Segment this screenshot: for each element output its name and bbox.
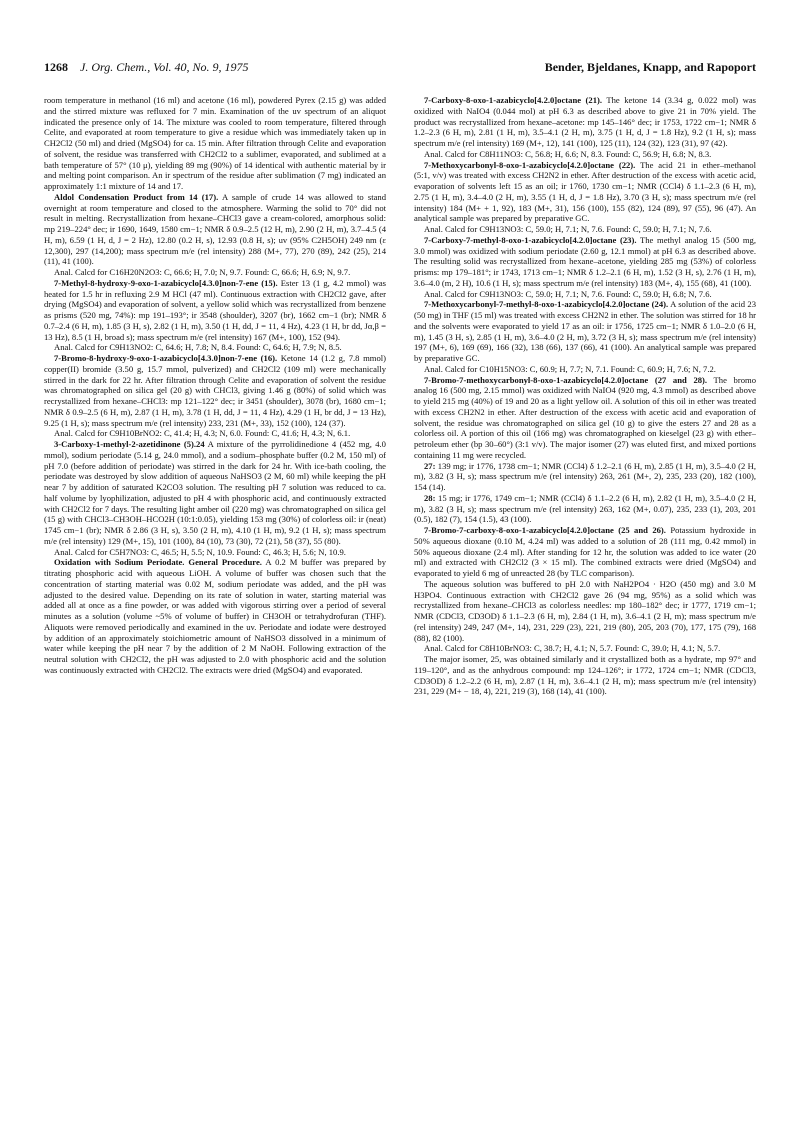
paragraph-heading: 7-Carboxy-7-methyl-8-oxo-1-azabicyclo[4.2.0]octane (23). (424, 234, 637, 245)
paragraph-heading: 7-Methoxycarbonyl-7-methyl-8-oxo-1-azabicyclo[4.2.0]octane (24). (424, 299, 669, 310)
paragraph-heading: Aldol Condensation Product from 14 (17). (54, 191, 219, 202)
paragraph-text: The ketone 14 (3.34 g, 0.022 mol) was oxidized with NaIO4 (0.044 mol) at pH 6.3 as described above to give 21 in 70% yield. The product was recrystallized from hexane–acetone: mp 145–146° dec; ir 1753, 1722 cm−1; NMR δ 1.2–2.3 (6 H, m), 2.81 (1 H, m), 3.5–4.1 (2 H, m), 3.75 (1 H, d, J = 1.8 Hz), 9.2 (1 H, s); mass spectrum m/e (rel intensity) 169 (M+, 12), 141 (100), 125 (11), 124 (32), 123 (31), 97 (42). (414, 95, 756, 148)
right-column (414, 95, 756, 1100)
paragraph-text: 139 mg; ir 1776, 1738 cm−1; NMR (CCl4) δ 1.2–2.1 (6 H, m), 2.85 (1 H, m), 3.5–4.0 (2 H, m), 3.82 (3 H, s); mass spectrum m/e (rel intensity) 263, 261 (M+, 2), 235, 233 (20), 182 (100), 154 (14). (414, 460, 756, 492)
paragraph (414, 299, 756, 364)
paragraph (44, 557, 386, 675)
paragraph-text: A sample of crude 14 was allowed to stand overnight at room temperature and closed to the atmosphere. Warming the solid to 70° did not result in melting. Recrystallization from hexane–CHCl3 gave a cream-colored, amorphous solid: mp 219–224° dec; ir 1690, 1649, 1580 cm−1; NMR δ 0.9–2.5 (12 H, m), 2.90 (2 H, m), 3.7–4.5 (4 H, m), 6.59 (1 H, d, J = 2 Hz), 12.80 (0.2 H, s), 12.93 (0.8 H, s); uv (95% C2H5OH) 249 nm (ε 12,300), 297 (14,200); mass spectrum m/e (rel intensity) 288 (M+, 77), 270 (89), 242 (25), 214 (11), 41 (100). (44, 191, 386, 267)
paragraph (414, 160, 756, 225)
paragraph-heading: 7-Bromo-7-methoxycarbonyl-8-oxo-1-azabicyclo[4.2.0]octane (27 and 28). (424, 374, 708, 385)
page-number: 1268 (44, 60, 68, 74)
left-column (44, 95, 386, 1100)
paragraph (414, 654, 756, 697)
paragraph (414, 579, 756, 644)
paragraph (44, 342, 386, 353)
paragraph (44, 547, 386, 558)
paragraph-heading: 3-Carboxy-1-methyl-2-azetidinone (5).24 (54, 439, 205, 449)
paragraph-heading: 7-Methoxycarbonyl-8-oxo-1-azabicyclo[4.2.0]octane (22). (424, 159, 636, 170)
paragraph-text: Anal. Calcd for C9H13NO3: C, 59.0; H, 7.1; N, 7.6. Found: C, 59.0; H, 6.8; N, 7.6. (424, 288, 712, 299)
paragraph (414, 149, 756, 160)
paragraph-text: Anal. Calcd for C5H7NO3: C, 46.5; H, 5.5; N, 10.9. Found: C, 46.3; H, 5.6; N, 10.9. (54, 546, 346, 557)
paragraph-text: The major isomer, 25, was obtained similarly and it crystallized both as a hydrate, mp 97° and 119–120°, and as the anhydrous compound: mp 124–126°; ir 1772, 1724 cm−1; NMR (CDCl3, CD3OD) δ 1.2–2.2 (6 H, m), 2.87 (1 H, m), 3.6–4.1 (2 H, m); mass spectrum m/e (rel intensity) 231, 229 (M+ − 18, 4), 221, 219 (3), 168 (14), 41 (100). (414, 654, 756, 697)
paragraph (414, 461, 756, 493)
paragraph (44, 95, 386, 192)
paragraph (414, 289, 756, 300)
paragraph-text: Potassium hydroxide in 50% aqueous dioxane (0.10 M, 4.24 ml) was added to a solution of 28 (111 mg, 0.42 mmol) in 50% aqueous dioxane (2.4 ml). After standing for 12 hr, the solution was added to ice water (20 ml) and extracted with CH2Cl2 (3 × 15 ml). The combined extracts were dried (MgSO4) and evaporated to yield 6 mg of unreacted 28 (by TLC comparison). (414, 525, 756, 578)
paragraph (414, 525, 756, 579)
paragraph-text: Ester 13 (1 g, 4.2 mmol) was heated for 1.5 hr in refluxing 2.9 M HCl (47 ml). Continuous extraction with CH2Cl2 gave, after drying (MgSO4) and evaporation of solvent, a yellow solid which was recrystallized from benzene as prisms (520 mg, 74%): mp 191–193°; ir 3548 (shoulder), 3207 (br), 1662 cm−1 (br); NMR δ 0.7–2.4 (6 H, m), 1.85 (3 H, s), 2.82 (1 H, m), 3.50 (1 H, dd, J = 11, 4 Hz), 4.23 (1 H, br dd, Jα,β = 13 Hz), 8.5 (1 H, broad s); mass spectrum m/e (rel intensity) 167 (M+, 100), 152 (94). (44, 277, 386, 342)
paragraph-text: A solution of the acid 23 (50 mg) in THF (15 ml) was treated with excess CH2N2 in ether. The solution was stirred for 18 hr and the solvents were evaporated to yield 17 as an oil: ir 1756, 1725 cm−1; NMR δ 1.0–2.0 (6 H, m), 1.45 (3 H, s), 2.85 (1 H, m), 3.6–4.0 (2 H, m), 3.72 (3 H, s); mass spectrum m/e (rel intensity) 197 (M+, 6), 169 (69), 166 (32), 138 (66), 137 (66), 41 (100). An analytical sample was prepared by preparative GC. (414, 299, 756, 363)
paragraph-heading: 7-Bromo-8-hydroxy-9-oxo-1-azabicyclo[4.3.0]non-7-ene (16). (54, 353, 278, 363)
paragraph (414, 375, 756, 461)
paragraph (44, 353, 386, 428)
running-authors: Bender, Bjeldanes, Knapp, and Rapoport (544, 60, 756, 74)
paragraph-text: 15 mg; ir 1776, 1749 cm−1; NMR (CCl4) δ 1.1–2.2 (6 H, m), 2.82 (1 H, m), 3.5–4.0 (2 H, m), 3.82 (3 H, s); mass spectrum m/e (rel intensity) 263, 162 (M+, 0.07), 235, 233 (1), 203, 201 (0.5), 182 (7), 154 (1.5), 43 (100). (414, 492, 756, 525)
paragraph-text: Anal. Calcd for C8H10BrNO3: C, 38.7; H, 4.1; N, 5.7. Found: C, 39.0; H, 4.1; N, 5.7. (424, 643, 721, 654)
paragraph (44, 278, 386, 343)
paragraph-heading: 7-Methyl-8-hydroxy-9-oxo-1-azabicyclo[4.3.0]non-7-ene (15). (54, 277, 278, 288)
paragraph-heading: 27: (424, 460, 436, 471)
paragraph-text: A mixture of the pyrrolidinedione 4 (452 mg, 4.0 mmol), sodium periodate (5.14 g, 24.0 mmol), and a sodium–phosphate buffer (0.2 M, 150 ml) of pH 7.0 (before addition of periodate) was stirred in the dark for 24 hr. With ice-bath cooling, the periodate was destroyed by slow addition of aqueous NaHSO3 (2 M, 60 ml) while keeping the pH near 7 by addition of saturated K2CO3 solution. The resulting pH 7 solution was reduced to ca. half volume by lyophilization, adjusted to pH 4 with phosphoric acid, and continuously extracted with CH2Cl2 for 7 days. The resulting light amber oil (220 mg) was chromatographed on silica gel (15 g) with CHCl3–CH3OH–HCO2H (10:1:0.05), yielding 153 mg (30%) of colorless oil: ir (neat) 1745 cm−1 (br); NMR δ 2.86 (3 H, s), 3.50 (2 H, m), 4.10 (1 H, m), 9.2 (1 H, s); mass spectrum m/e (rel intensity) 129 (M+, 15), 101 (100), 84 (10), 73 (30), 72 (21), 58 (37), 55 (80). (44, 439, 386, 546)
paragraph-text: The aqueous solution was buffered to pH 2.0 with NaH2PO4 · H2O (450 mg) and 3.0 M H3PO4. Continuous extraction with CH2Cl2 gave 26 (94 mg, 95%) as a solid which was recrystallized from hexane–CHCl3 as colorless needles: mp 180–182° dec; ir 1777, 1719 cm−1; NMR (CDCl3, CD3OD) δ 1.1–2.3 (6 H, m), 2.84 (1 H, m), 3.6–4.1 (2 H, m); mass spectrum m/e (rel intensity) 249, 247 (M+, 14), 231, 229 (23), 221, 219 (80), 205, 203 (70), 177, 175 (79), 168 (88), 82 (100). (414, 578, 756, 643)
paragraph-heading: Oxidation with Sodium Periodate. General Procedure. (54, 557, 262, 568)
paragraph-text: Anal. Calcd for C16H20N2O3: C, 66.6; H, 7.0; N, 9.7. Found: C, 66.6; H, 6.9; N, 9.7. (54, 267, 351, 277)
paragraph (44, 267, 386, 278)
paragraph-text: room temperature in methanol (16 ml) and acetone (16 ml), powdered Pyrex (2.15 g) was added and the stirred mixture was refluxed for 7 min. Examination of the uv spectrum of an aliquot indicated the presence only of 14. The mixture was cooled to room temperature, filtered through Celite, and evaporated at room temperature to give a residue which was immediately taken up in CH2Cl2 (50 ml) and dried (MgSO4) for ca. 15 min. After filtration through Celite and evaporation of solvent, the residue was transferred with CH2Cl2 to a sublimer, evaporated, and sublimed at a bath temperature of 57° (10 μ), yielding 89 mg (90%) of 14 identical with authentic material by ir and melting point comparison. An ir spectrum of the residue after sublimation (7 mg) indicated an approximately 1:1 mixture of 14 and 17. (44, 95, 386, 191)
paragraph-heading: 28: (424, 492, 436, 503)
paragraph (44, 428, 386, 439)
paragraph (44, 192, 386, 267)
paragraph-text: Anal. Calcd for C9H13NO3: C, 59.0; H, 7.1; N, 7.6. Found: C, 59.0; H, 7.1; N, 7.6. (424, 224, 712, 234)
paragraph-text: Anal. Calcd for C9H10BrNO2: C, 41.4; H, 4.3; N, 6.0. Found: C, 41.6; H, 4.3; N, 6.1. (54, 428, 351, 439)
paragraph-text: Anal. Calcd for C9H13NO2: C, 64.6; H, 7.8; N, 8.4. Found: C, 64.6; H, 7.9; N, 8.5. (54, 342, 342, 353)
paragraph-text: The bromo analog 16 (500 mg, 2.15 mmol) was oxidized with NaIO4 (920 mg, 4.3 mmol) as described above to yield 215 mg (40%) of 19 and 20 as a light yellow oil. A solution of this oil in ether was treated with excess CH2N2 in ether. After destruction of the excess with acetic acid and evaporation of solvent, the residue was chromatographed on silica gel (10 g) to give the esters 27 and 28 as a colorless oil. A portion of this oil (166 mg) was chromatographed on kieselgel (23 g) with ether–petroleum ether (bp 30–60°) (3:1 v/v). The major isomer (27) was eluted first, and mixed portions containing 11 mg were recycled. (414, 374, 756, 460)
paragraph (414, 95, 756, 149)
paragraph-text: Anal. Calcd for C8H11NO3: C, 56.8; H, 6.6; N, 8.3. Found: C, 56.9; H, 6.8; N, 8.3. (424, 148, 712, 159)
paragraph-text: Ketone 14 (1.2 g, 7.8 mmol) copper(II) bromide (3.50 g, 15.7 mmol, pulverized) and CH2Cl2 (109 ml) were mechanically stirred in the dark for 22 hr. After filtration through Celite and evaporation of solvent the residue was chromatographed on silica gel (20 g) with CHCl3, giving 1.46 g (80%) of solid which was recrystallized from hexane–CHCl3: mp 121–122° dec; ir 3451 (shoulder), 3078 (br), 1680 cm−1; NMR δ 0.9–2.5 (6 H, m), 2.87 (1 H, m), 3.78 (1 H, dd, J = 11, 4 Hz), 4.29 (1 H, br dd, J = 13 Hz), 9.25 (1 H, s); mass spectrum m/e (rel intensity) 233, 231 (M+, 33), 152 (100), 124 (37). (44, 353, 386, 428)
paragraph (414, 643, 756, 654)
paragraph (414, 364, 756, 375)
paragraph-text: Anal. Calcd for C10H15NO3: C, 60.9; H, 7.7; N, 7.1. Found: C, 60.9; H, 7.6; N, 7.2. (424, 363, 716, 374)
paragraph-heading: 7-Bromo-7-carboxy-8-oxo-1-azabicyclo[4.2.0]octane (25 and 26). (424, 525, 666, 535)
paragraph-heading: 7-Carboxy-8-oxo-1-azabicyclo[4.2.0]octane (21). (424, 95, 603, 105)
paragraph-text: The acid 21 in ether–methanol (5:1, v/v) was treated with excess CH2N2 in ether. After destruction of the excess with acetic acid, evaporation of solvents left 15 as an oil; ir 1760, 1730 cm−1; NMR (CCl4) δ 1.1–2.3 (6 H, m), 2.75 (1 H, m), 3.4–4.0 (2 H, m), 3.55 (1 H, d, J = 1.8 Hz), 3.70 (3 H, s); mass spectrum m/e (rel intensity) 184 (M+ + 1, 92), 183 (M+, 31), 156 (100), 155 (82), 124 (89), 97 (55), 96 (47). An analytical sample was prepared by preparative GC. (414, 159, 756, 224)
paragraph (414, 235, 756, 289)
paragraph (44, 439, 386, 547)
paragraph-text: The methyl analog 15 (500 mg, 3.0 mmol) was oxidized with sodium periodate (2.60 g, 12.1 mmol) at pH 6.3 as described above. The resulting solid was recrystallized from hexane–acetone, yielding 285 mg (53%) of colorless prisms: mp 179–181°; ir 1743, 1713 cm−1; NMR δ 1.2–2.1 (6 H, m), 1.52 (3 H, s), 2.76 (1 H, m), 3.6–4.0 (m, 2 H), 10.6 (1 H, s); mass spectrum m/e (rel intensity) 183 (M+, 4), 155 (68), 41 (100). (414, 234, 756, 288)
paragraph (414, 493, 756, 525)
paragraph (414, 224, 756, 235)
page-header (44, 60, 756, 78)
paragraph-text: A 0.2 M buffer was prepared by titrating phosphoric acid with aqueous LiOH. A volume of buffer was chosen such that the concentration of starting material was 0.02 M, sodium periodate was added, and the pH was adjusted to the desired value. Depending on its rate of solution in water, starting material was added all at once as a fine powder, or was added with vigorous stirring over a period of several minutes as a solution (volume ~5% of volume of buffer) in CH3OH or tetrahydrofuran (THF). Aliquots were removed periodically and examined in the uv. Periodate and iodate were destroyed by addition of an approximately stoichiometric amount of NaHSO3 dissolved in a minimum of water while keeping the pH near 7 by the addition of 2 M NaOH. Following extraction of the neutral solution with CH2Cl2, the pH was adjusted to 2.0 with phosphoric acid and the solution was continuously extracted with CH2Cl2. The extracts were dried (MgSO4) and evaporated. (44, 557, 386, 675)
journal-citation: J. Org. Chem., Vol. 40, No. 9, 1975 (80, 60, 249, 74)
